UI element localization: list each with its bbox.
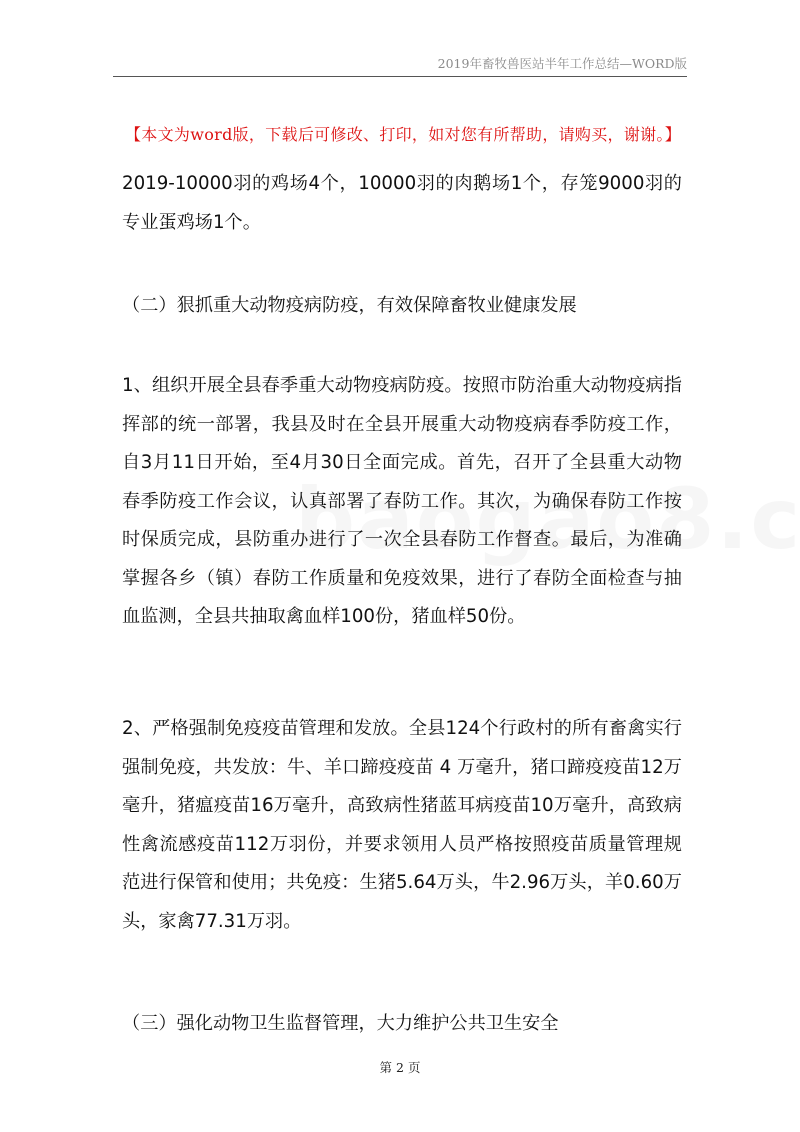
page-header (113, 48, 687, 77)
page-number: 第 2 页 (379, 1060, 421, 1075)
paragraph-2: 2、严格强制免疫疫苗管理和发放。全县124个行政村的所有畜禽实行强制免疫，共发放：牛、羊口蹄疫疫苗 4 万毫升，猪口蹄疫疫苗12万毫升，猪瘟疫苗16万毫升，高致病性猪蓝耳病疫苗10万毫升，高致病性禽流感疫苗112万羽份，并要求领用人员严格按照疫苗质量管理规范进行保管和使用；共免疫：生猪5.64万头，牛2.96万头，羊0.60万头，家禽77.31万羽。 (122, 718, 682, 932)
intro-paragraph: 2019-10000羽的鸡场4个，10000羽的肉鹅场1个，存笼9000羽的专业蛋鸡场1个。 (122, 173, 682, 233)
download-notice: 【本文为word版，下载后可修改、打印，如对您有所帮助，请购买，谢谢。】 (125, 125, 682, 144)
section-heading-2: （二）狠抓重大动物疫病防疫，有效保障畜牧业健康发展 (122, 295, 577, 316)
section-heading-3: （三）强化动物卫生监督管理，大力维护公共卫生安全 (122, 1013, 559, 1034)
paragraph-1: 1、组织开展全县春季重大动物疫病防疫。按照市防治重大动物疫病指挥部的统一部署，我县及时在全县开展重大动物疫病春季防疫工作，自3月11日开始，至4月30日全面完成。首先，召开了全县重大动物春季防疫工作会议，认真部署了春防工作。其次，为确保春防工作按时保质完成，县防重办进行了一次全县春防工作督查。最后，为准确掌握各乡（镇）春防工作质量和免疫效果，进行了春防全面检查与抽血监测，全县共抽取禽血样100份，猪血样50份。 (122, 375, 682, 627)
header-title: 2019年畜牧兽医站半年工作总结—WORD版 (437, 56, 687, 71)
